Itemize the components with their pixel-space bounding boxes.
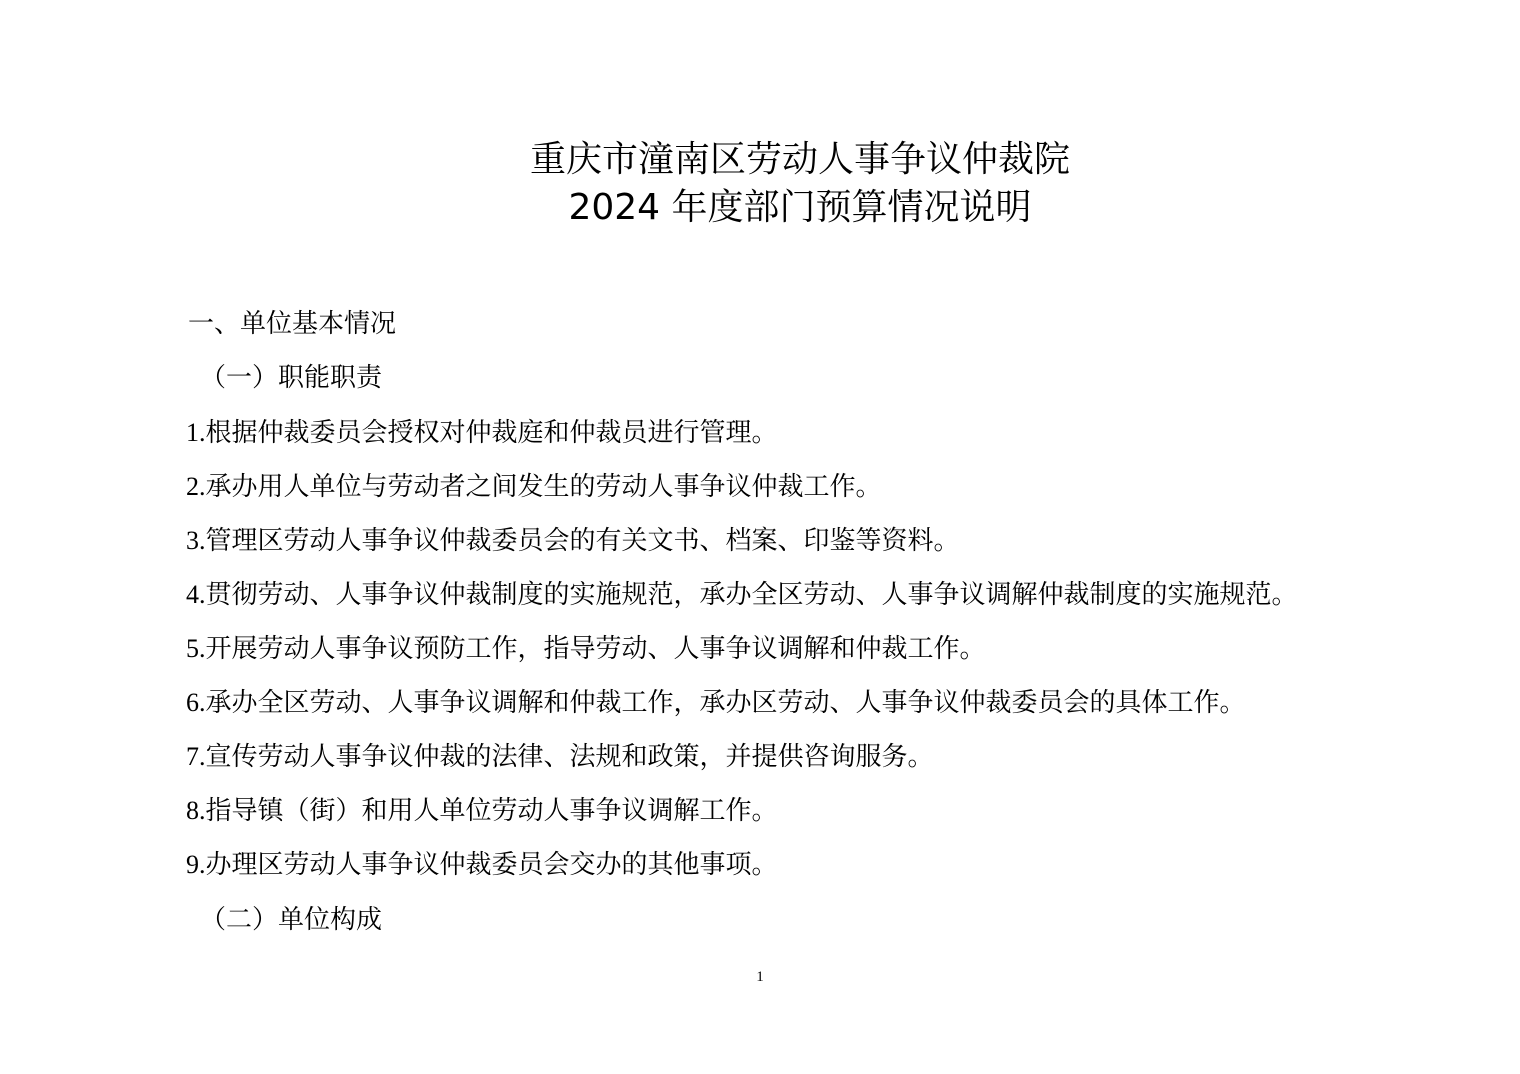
page-number: 1 <box>756 969 764 985</box>
title-line-2: 2024 年度部门预算情况说明 <box>568 187 1032 228</box>
duty-text: 承办用人单位与劳动者之间发生的劳动人事争议仲裁工作。 <box>205 472 882 502</box>
duty-text: 承办全区劳动、人事争议调解和仲裁工作，承办区劳动、人事争议仲裁委员会的具体工作。 <box>205 688 1246 718</box>
title-line-1: 重庆市潼南区劳动人事争议仲裁院 <box>529 139 1070 180</box>
section-heading: 一、单位基本情况 <box>188 309 397 339</box>
duty-text: 宣传劳动人事争议仲裁的法律、法规和政策，并提供咨询服务。 <box>205 742 934 772</box>
duty-number: 9. <box>186 850 206 879</box>
duty-number: 4. <box>186 580 206 609</box>
duty-item <box>186 471 882 503</box>
duty-item <box>186 579 1298 611</box>
duty-number: 7. <box>186 742 206 771</box>
duty-number: 3. <box>186 526 206 555</box>
document-title <box>500 136 1100 232</box>
subsection-heading-duties: （一）职能职责 <box>200 363 383 393</box>
duty-item <box>186 687 1246 719</box>
duty-item <box>186 417 778 449</box>
duty-text: 办理区劳动人事争议仲裁委员会交办的其他事项。 <box>205 850 778 880</box>
duty-item <box>186 741 934 773</box>
duty-number: 1. <box>186 418 206 447</box>
duty-item <box>186 633 986 665</box>
subsection-heading-structure: （二）单位构成 <box>200 905 383 935</box>
duty-number: 2. <box>186 472 206 501</box>
duty-number: 8. <box>186 796 206 825</box>
duty-text: 根据仲裁委员会授权对仲裁庭和仲裁员进行管理。 <box>205 418 778 448</box>
duty-item <box>186 849 778 881</box>
duty-text: 指导镇（街）和用人单位劳动人事争议调解工作。 <box>205 796 778 826</box>
duty-text: 贯彻劳动、人事争议仲裁制度的实施规范，承办全区劳动、人事争议调解仲裁制度的实施规范。 <box>205 580 1298 610</box>
duty-text: 管理区劳动人事争议仲裁委员会的有关文书、档案、印鉴等资料。 <box>205 526 960 556</box>
duty-number: 6. <box>186 688 206 717</box>
duty-item <box>186 525 960 557</box>
duty-text: 开展劳动人事争议预防工作，指导劳动、人事争议调解和仲裁工作。 <box>205 634 986 664</box>
duty-number: 5. <box>186 634 206 663</box>
duty-item <box>186 795 778 827</box>
